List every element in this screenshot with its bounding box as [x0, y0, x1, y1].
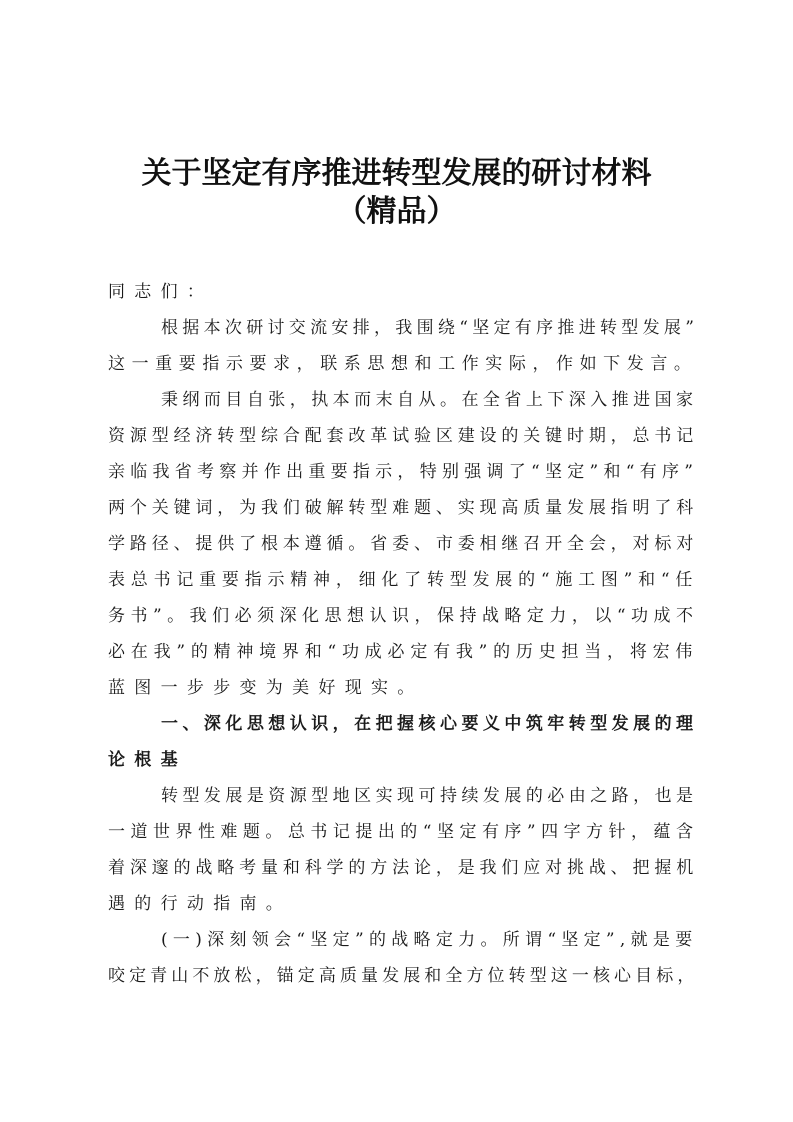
paragraph-line: 务书”。我们必须深化思想认识，保持战略定力，以“功成不: [108, 606, 699, 626]
paragraph-line: 学路径、提供了根本遵循。省委、市委相继召开全会，对标对: [108, 534, 699, 554]
paragraph-line: 一道世界性难题。总书记提出的“坚定有序”四字方针，蕴含: [108, 822, 699, 842]
paragraph-line: 咬定青山不放松，锚定高质量发展和全方位转型这一核心目标，: [108, 966, 699, 986]
paragraph-line: 必在我”的精神境界和“功成必定有我”的历史担当，将宏伟: [108, 642, 699, 662]
paragraph-line: 亲临我省考察并作出重要指示，特别强调了“坚定”和“有序”: [108, 462, 699, 482]
paragraph-line: 根据本次研讨交流安排，我围绕“坚定有序推进转型发展”: [161, 318, 699, 338]
document-body: [108, 274, 698, 994]
paragraph-line: 资源型经济转型综合配套改革试验区建设的关键时期，总书记: [108, 426, 699, 446]
document-title: 关于坚定有序推进转型发展的研讨材料: [141, 156, 652, 191]
document-subtitle: （精品）: [336, 194, 457, 229]
paragraph-line: 遇的行动指南。: [108, 894, 293, 914]
paragraph-line: 这一重要指示要求，联系思想和工作实际，作如下发言。: [108, 354, 698, 374]
paragraph-line: 同志们：: [108, 282, 214, 302]
section-heading-line: 一、深化思想认识，在把握核心要义中筑牢转型发展的理: [161, 714, 698, 734]
paragraph-line: 转型发展是资源型地区实现可持续发展的必由之路，也是: [161, 786, 698, 806]
paragraph-line: 两个关键词，为我们破解转型难题、实现高质量发展指明了科: [108, 498, 699, 518]
paragraph-line: 表总书记重要指示精神，细化了转型发展的“施工图”和“任: [108, 570, 699, 590]
paragraph-line: 着深邃的战略考量和科学的方法论，是我们应对挑战、把握机: [108, 858, 699, 878]
paragraph-line: (一)深刻领会“坚定”的战略定力。所谓“坚定”,就是要: [161, 930, 698, 950]
section-heading-line: 论根基: [108, 750, 187, 770]
paragraph-line: 蓝图一步步变为美好现实。: [108, 678, 424, 698]
paragraph-line: 秉纲而目自张，执本而末自从。在全省上下深入推进国家: [161, 390, 698, 410]
